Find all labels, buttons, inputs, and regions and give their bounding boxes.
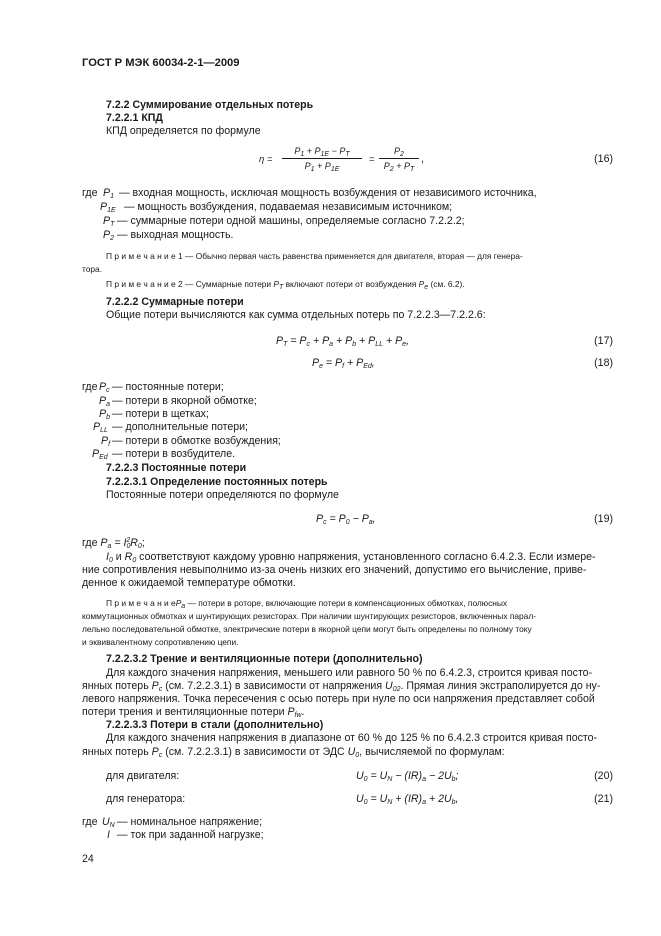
total-intro: Общие потери вычисляются как сумма отдельных потерь по 7.2.2.3—7.2.2.6:	[106, 309, 486, 321]
sym-p1e: $P_{1E}$	[100, 201, 116, 214]
iron-line-2	[82, 746, 505, 759]
eq16-num1: $P_1 + P_{1E} - P_T$	[294, 146, 350, 158]
fric-line-4	[82, 706, 305, 719]
fric-l2b: (см. 7.2.2.3.1) в зависимости от напряжения	[162, 680, 386, 692]
const-intro: Постоянные потери определяются по формуле	[106, 489, 339, 501]
where-word-20: где	[82, 816, 98, 828]
sym-pt: $P_T$	[103, 215, 115, 228]
eq16-equals: =	[369, 154, 375, 165]
equation-18: $P_e = P_f + P_{Ed}$,	[312, 357, 375, 370]
fric-line-1: Для каждого значения напряжения, меньшего или равного 50 % по 6.4.2.3, строится кривая посто-	[106, 667, 593, 679]
sym-ped: $P_{Ed}$	[92, 448, 108, 461]
where19-line-2: ние сопротивления невыполнимо из-за очень низких его значений, допустимо его вычисление, приве-	[82, 564, 587, 576]
where-word-17: где	[82, 381, 98, 393]
sym-r0: $R_0$	[124, 551, 137, 564]
note1-label: П р и м е ч а н и е 1	[106, 251, 183, 261]
sym-un: $U_N$	[102, 816, 115, 829]
where16-line-4: — выходная мощность.	[117, 229, 234, 241]
fric-l2c: . Прямая линия экстраполируется до ну-	[400, 680, 601, 692]
eq18-number: (18)	[594, 357, 613, 369]
eq16-fraction-1	[282, 145, 362, 172]
iron-sym-u0: $U_0$	[347, 746, 360, 759]
where-word-19: где	[82, 537, 98, 549]
page-number: 24	[82, 853, 94, 865]
where19-text: соответствуют каждому уровню напряжения, установленного согласно 6.4.2.3. Если измере-	[136, 551, 596, 563]
eq16-tail: ,	[421, 153, 424, 165]
eq20-number: (20)	[594, 770, 613, 782]
note-3-line-4: и эквивалентному сопротивлению цепи.	[82, 637, 239, 647]
fric-line-3: левого напряжения. Точка пересечения с осью потерь при нуле по оси напряжения представляет собой	[82, 693, 595, 705]
where17-line-6: — потери в возбудителе.	[112, 448, 236, 460]
note2-text-b: включают потери от возбуждения	[283, 279, 419, 289]
sym-i: I	[107, 829, 110, 841]
note2-label: П р и м е ч а н и е 2	[106, 279, 183, 289]
section-heading-7-2-2-3-3: 7.2.2.3.3 Потери в стали (дополнительно)	[106, 719, 324, 731]
section-heading-7-2-2-2: 7.2.2.2 Суммарные потери	[106, 296, 244, 308]
section-heading-7-2-2-1: 7.2.2.1 КПД	[106, 112, 163, 124]
note2-text-a: — Суммарные потери	[182, 279, 274, 289]
where16-line-2: — мощность возбуждения, подаваемая независимым источником;	[124, 201, 453, 213]
sym-pf: $P_f$	[101, 435, 111, 448]
eq21-number: (21)	[594, 793, 613, 805]
note3-l1: — потери в роторе, включающие потери в компенсационных обмотках, полюсных	[185, 598, 508, 608]
section-heading-7-2-2-3: 7.2.2.3 Постоянные потери	[106, 462, 247, 474]
fric-sym-pc: $P_c$	[151, 680, 163, 693]
kpd-intro: КПД определяется по формуле	[106, 125, 261, 137]
eq16-den1: $P_1 + P_{1E}$	[304, 161, 340, 173]
note-3-line-2: коммутационных обмотках и шунтирующих резисторах. При наличии шунтирующих резисторов, включенных парал-	[82, 611, 537, 621]
note-3-line-3: лельно последовательной обмотке, электрические потери в якорной цепи могут быть определены по полному току	[82, 624, 532, 634]
where20-line-1: — номинальное напряжение;	[117, 816, 263, 828]
where17-line-2: — потери в якорной обмотке;	[112, 395, 257, 407]
where-word-16: где	[82, 187, 98, 199]
document-header: ГОСТ Р МЭК 60034-2-1—2009	[82, 57, 240, 69]
fric-sym-pfw: $P_{fw}$	[287, 706, 302, 719]
note-3-line-1	[106, 597, 507, 610]
sym-pc: $P_c$	[99, 381, 110, 394]
fric-sym-u02: $U_{02}$	[385, 680, 401, 693]
where19-semicolon: ;	[141, 537, 145, 549]
eq16-den2: $P_2 + P_T$	[383, 161, 415, 173]
where16-line-3: — суммарные потери одной машины, определяемые согласно 7.2.2.2;	[117, 215, 465, 227]
fric-l4a: потери трения и вентиляционные потери	[82, 706, 288, 718]
equation-20: $U_0 = U_N - (IR)_a - 2U_b$;	[356, 770, 459, 783]
note2-sym-pt: $P_T$	[273, 279, 284, 291]
where19-def	[82, 537, 145, 550]
fric-l4b: .	[301, 706, 305, 718]
note-1-cont: тора.	[82, 264, 103, 274]
iron-l2a: янных потерь	[82, 746, 152, 758]
note3-label: П р и м е ч а н и е	[106, 598, 176, 608]
gen-label: для генератора:	[106, 793, 186, 805]
sym-i0: $I_0$	[106, 551, 113, 564]
sym-p1: $P_1$	[103, 187, 114, 200]
where17-line-3: — потери в щетках;	[112, 408, 209, 420]
equation-21: $U_0 = U_N + (IR)_a + 2U_b$,	[356, 793, 459, 806]
equation-17: $P_T = P_c + P_a + P_b + P_{LL} + P_e$,	[276, 335, 410, 348]
iron-sym-pc: $P_c$	[151, 746, 163, 759]
where19-line-1: $I_0$ и $R_0$ соответствуют каждому уровню напряжения, установленного согласно 6.4.2.3. Если измере-	[106, 551, 596, 564]
where16-line-1: — входная мощность, исключая мощность возбуждения от независимого источника,	[119, 187, 537, 199]
eq16-number: (16)	[594, 153, 613, 165]
sym-pa: $P_a$	[99, 395, 110, 408]
note2-sym-pe: $P_e$	[418, 279, 429, 291]
iron-l2c: , вычисляемой по формулам:	[359, 746, 505, 758]
eq19-pa-def: $P_a = I_0^2R_0$	[100, 537, 142, 550]
motor-label: для двигателя:	[106, 770, 180, 782]
where19-line-3: денное к ожидаемой температуре обмотки.	[82, 577, 296, 589]
note3-sym-pa: $P_a$	[175, 598, 186, 610]
note-2	[106, 278, 465, 291]
sym-pb: $P_b$	[99, 408, 110, 421]
eq17-number: (17)	[594, 335, 613, 347]
section-heading-7-2-2-3-1: 7.2.2.3.1 Определение постоянных потерь	[106, 476, 328, 488]
where17-line-4: — дополнительные потери;	[112, 421, 249, 433]
note2-text-c: (см. 6.2).	[428, 279, 465, 289]
eq16-fraction-2	[379, 145, 419, 172]
eq16-num2: $P_2$	[394, 146, 404, 158]
where17-line-5: — потери в обмотке возбуждения;	[112, 435, 281, 447]
equation-19: $P_c = P_0 - P_a$,	[316, 513, 376, 526]
sym-pll: $P_{LL}$	[93, 421, 108, 434]
fric-l2a: янных потерь	[82, 680, 152, 692]
where20-line-2: — ток при заданной нагрузке;	[117, 829, 264, 841]
note1-text: — Обычно первая часть равенства применяется для двигателя, вторая — для генера-	[182, 251, 523, 261]
where17-line-1: — постоянные потери;	[112, 381, 224, 393]
eq16-lhs: η =	[259, 154, 273, 165]
fric-line-2	[82, 680, 600, 693]
note-1	[106, 250, 523, 263]
eq19-number: (19)	[594, 513, 613, 525]
iron-l2b: (см. 7.2.2.3.1) в зависимости от ЭДС	[162, 746, 348, 758]
sym-p2: $P_2$	[103, 229, 114, 242]
section-heading-7-2-2: 7.2.2 Суммирование отдельных потерь	[106, 99, 314, 111]
section-heading-7-2-2-3-2: 7.2.2.3.2 Трение и вентиляционные потери (дополнительно)	[106, 653, 423, 665]
iron-line-1: Для каждого значения напряжения в диапазоне от 60 % до 125 % по 6.4.2.3 строится кривая посто-	[106, 732, 598, 744]
